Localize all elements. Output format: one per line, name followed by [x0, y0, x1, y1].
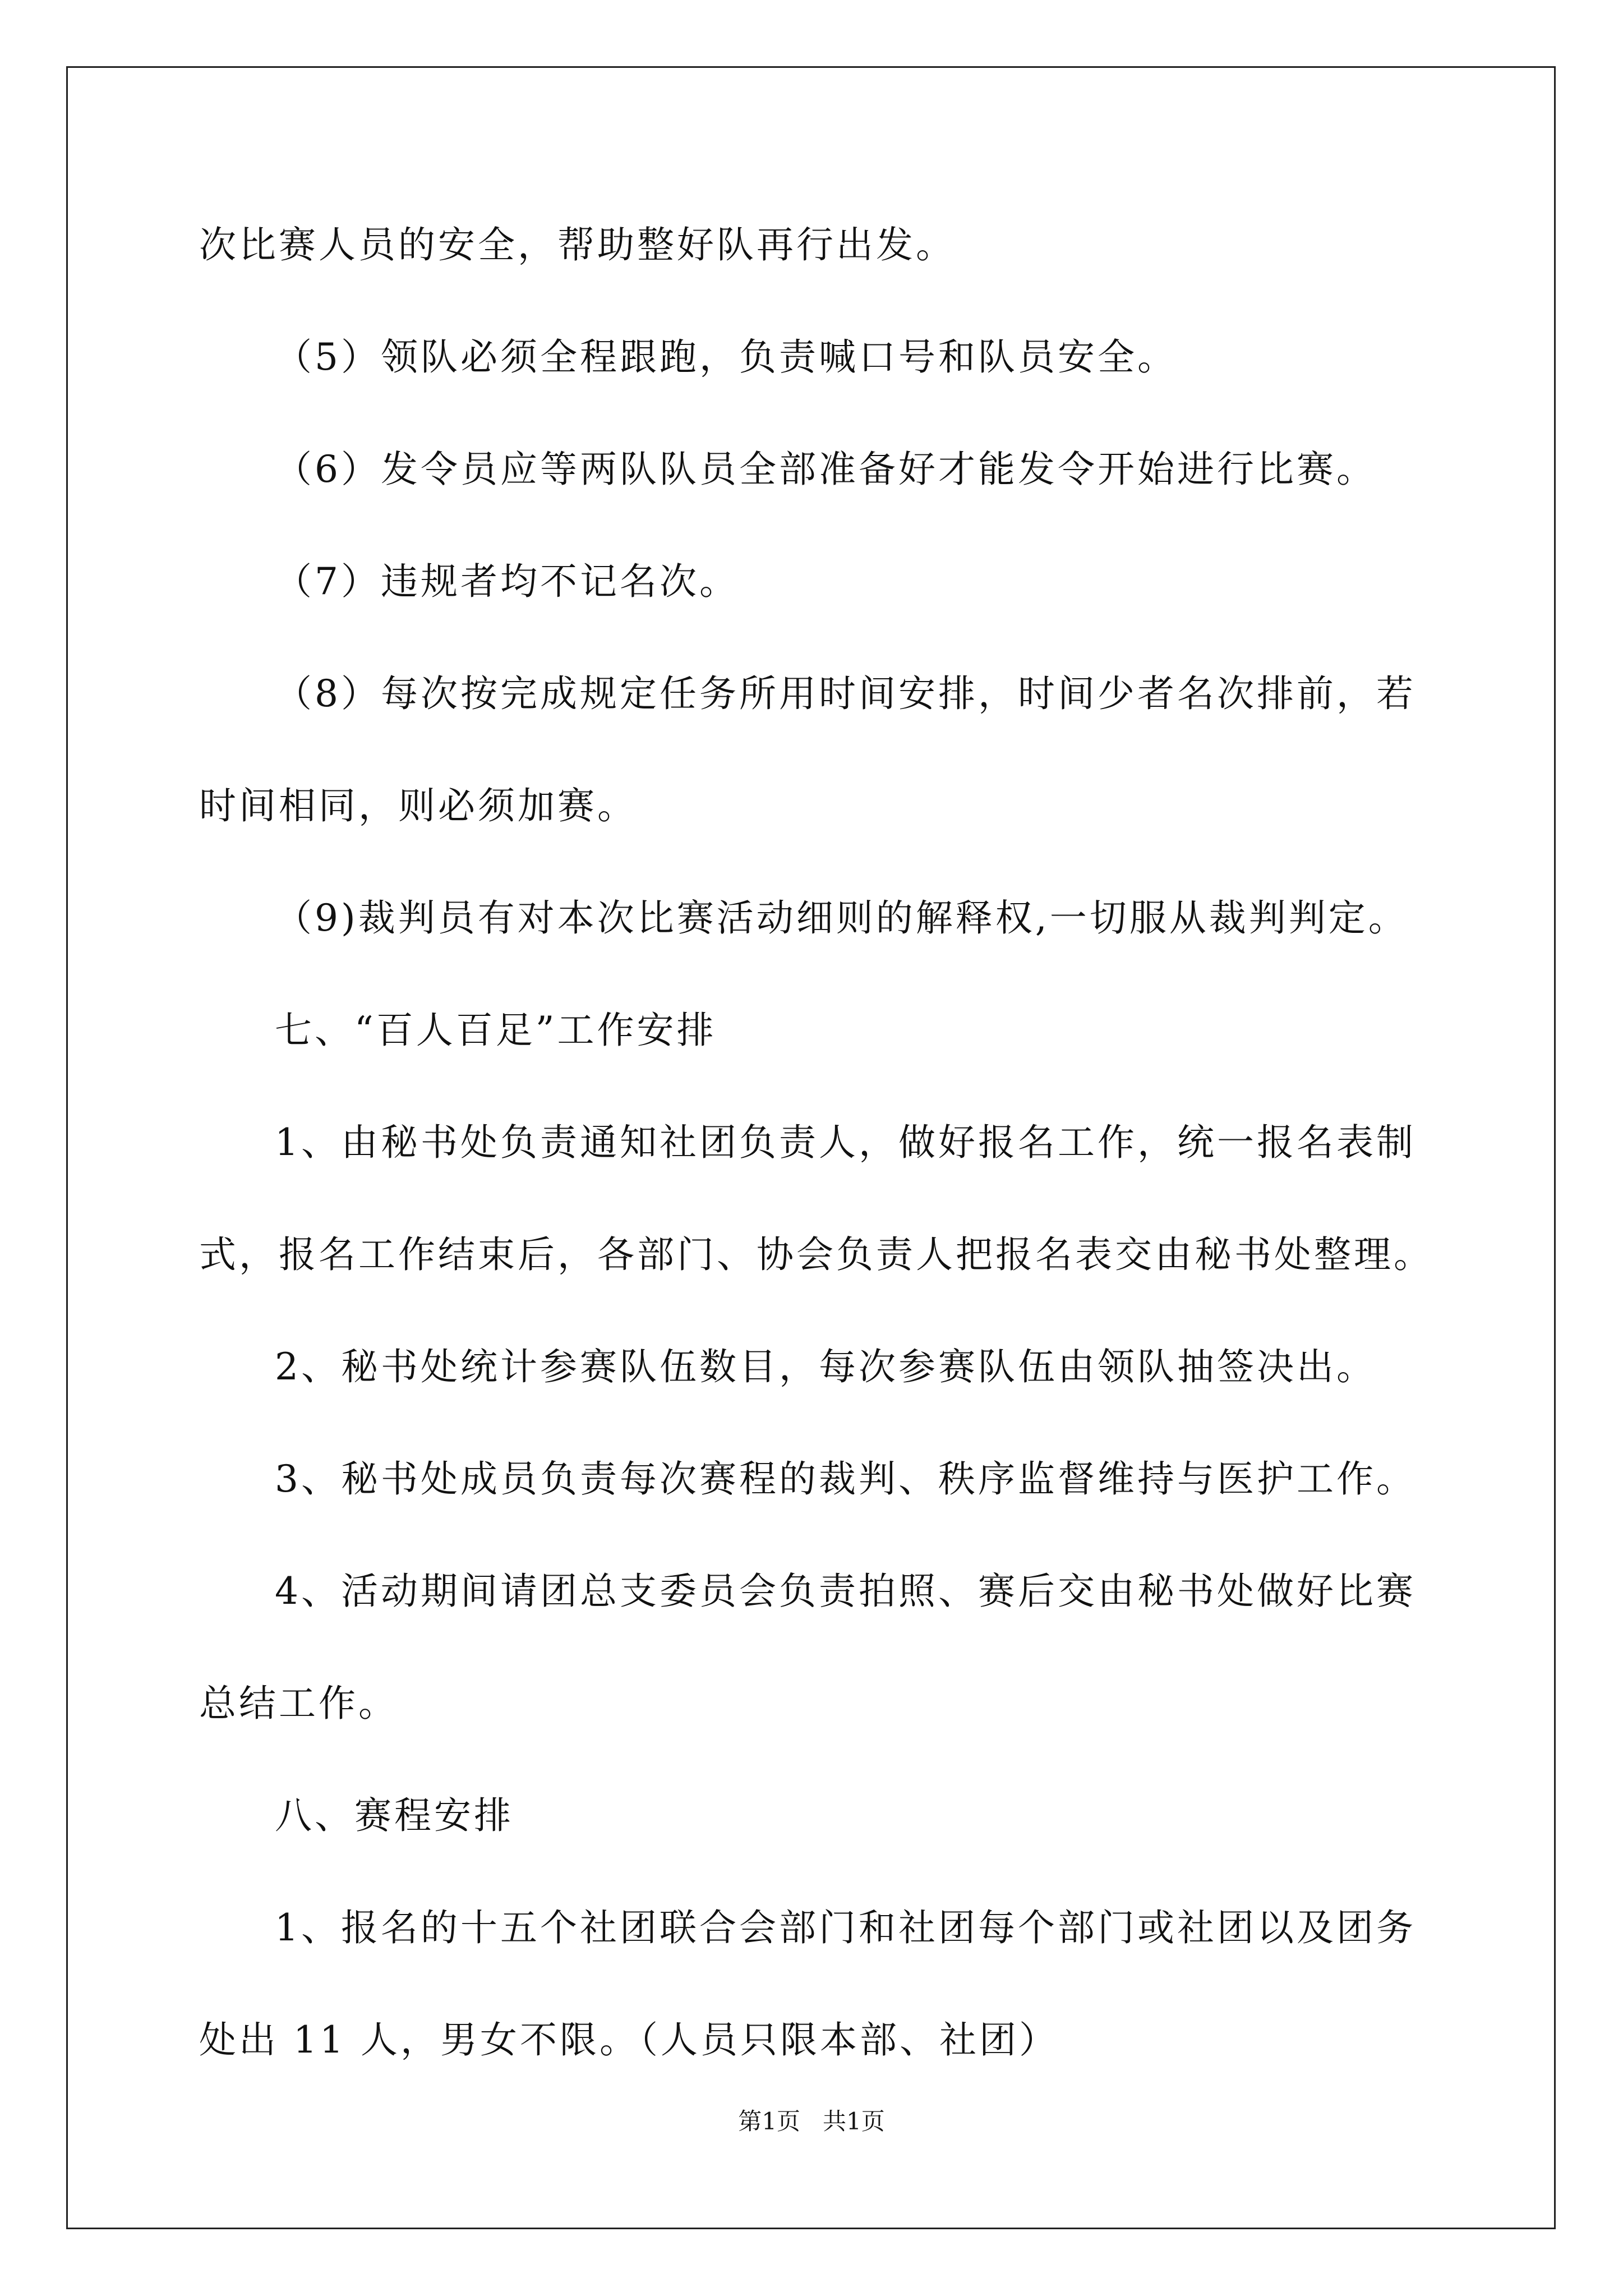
section-heading: 八、赛程安排 [275, 1794, 514, 1837]
text-line: 式，报名工作结束后，各部门、协会负责人把报名表交由秘书处整理。 [199, 1233, 1433, 1276]
text-line: 3、秘书处成员负责每次赛程的裁判、秩序监督维持与医护工作。 [275, 1457, 1416, 1501]
text-line: （7）违规者均不记名次。 [275, 560, 739, 603]
text-line: 总结工作。 [199, 1682, 398, 1725]
page-footer: 第1页 共1页 [738, 2108, 885, 2135]
text-line: 处出 11 人，男女不限。（人员只限本部、社团） [199, 2018, 1059, 2062]
text-line: 1、报名的十五个社团联合会部门和社团每个部门或社团以及团务 [275, 1906, 1416, 1949]
text-line: （9)裁判员有对本次比赛活动细则的解释权,一切服从裁判判定。 [275, 896, 1408, 940]
text-line: 次比赛人员的安全，帮助整好队再行出发。 [199, 223, 956, 266]
text-line: 4、活动期间请团总支委员会负责拍照、赛后交由秘书处做好比赛 [275, 1570, 1416, 1613]
section-heading: 七、“百人百足”工作安排 [275, 1009, 717, 1052]
text-line: 1、由秘书处负责通知社团负责人，做好报名工作，统一报名表制 [275, 1121, 1416, 1164]
text-line: 2、秘书处统计参赛队伍数目，每次参赛队伍由领队抽签决出。 [275, 1345, 1376, 1388]
text-line: （5）领队必须全程跟跑，负责喊口号和队员安全。 [275, 335, 1177, 379]
text-line: （6）发令员应等两队队员全部准备好才能发令开始进行比赛。 [275, 448, 1376, 491]
text-line: （8）每次按完成规定任务所用时间安排，时间少者名次排前，若 [275, 672, 1416, 715]
text-line: 时间相同，则必须加赛。 [199, 784, 637, 827]
